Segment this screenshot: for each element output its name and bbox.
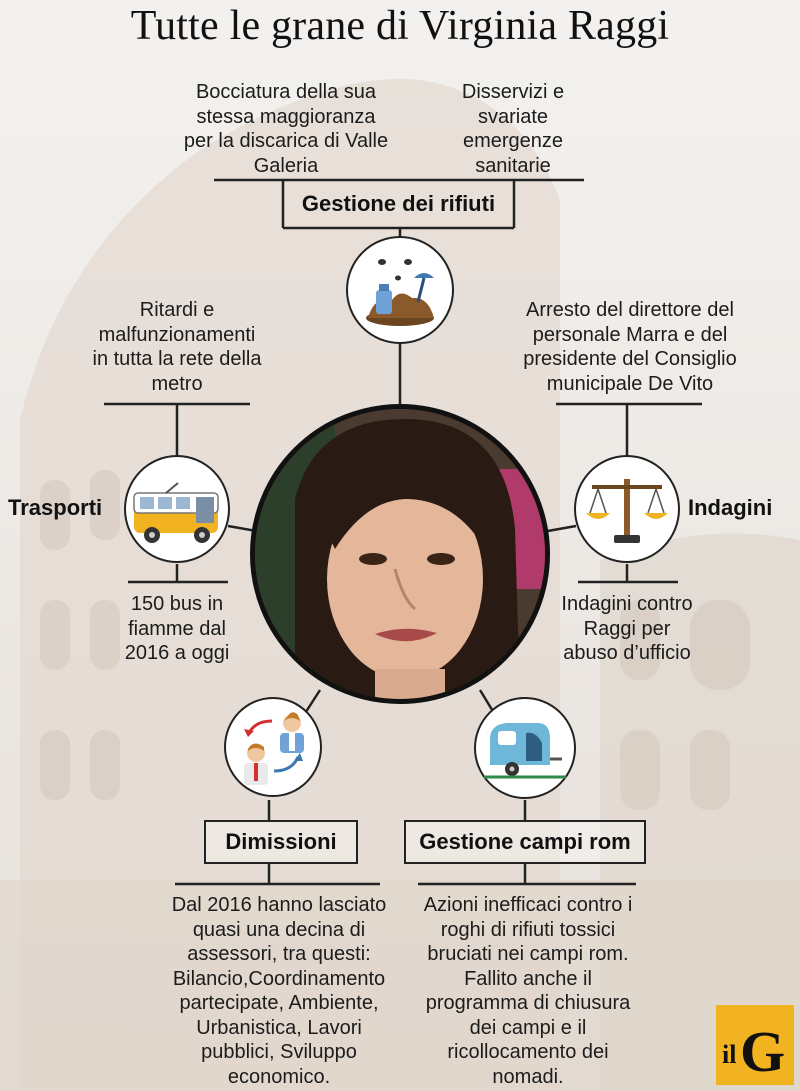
indagini-label: Indagini <box>688 495 773 520</box>
virginia-raggi-portrait <box>250 404 550 704</box>
portrait-illustration <box>255 409 545 699</box>
rifiuti-note-right: Disservizi e svariate emergenze sanitarie <box>461 81 565 177</box>
trasporti-label: Trasporti <box>8 495 103 520</box>
svg-text:G: G <box>740 1019 786 1084</box>
campi-rom-label: Gestione campi rom <box>404 820 646 864</box>
campi-rom-icon-circle <box>474 697 576 799</box>
trasporti-note-bottom: 150 bus in fiamme dal 2016 a oggi <box>124 593 230 664</box>
caravan-icon <box>476 699 574 797</box>
rifiuti-label: Gestione dei rifiuti <box>301 191 496 216</box>
campi-rom-note: Azioni inefficaci contro i roghi di rifiuti tossici bruciati nei campi rom. Fallito anche il programma di chiusura dei campi e il ricollocamento dei nomadi. <box>423 894 633 1088</box>
rifiuti-note-left: Bocciatura della sua stessa maggioranza per la discarica di Valle Galeria <box>183 81 389 177</box>
il-giornale-logo <box>716 1005 794 1085</box>
people-swap-icon <box>226 699 320 795</box>
dimissioni-note: Dal 2016 hanno lasciato quasi una decina di assessori, tra questi: Bilancio,Coordinamento partecipate, Ambiente, Urbanistica, Lavori pubblici, Sviluppo economico. <box>171 894 387 1088</box>
bus-icon <box>126 457 228 561</box>
page-title: Tutte le grane di Virginia Raggi <box>130 3 670 49</box>
indagini-icon-circle <box>574 455 680 563</box>
waste-pile-icon <box>348 238 452 342</box>
scales-icon <box>576 457 678 561</box>
indagini-note-top: Arresto del direttore del personale Marra e del presidente del Consiglio municipale De Vito <box>523 299 737 395</box>
logo-mark <box>716 1005 794 1085</box>
trasporti-icon-circle <box>124 455 230 563</box>
rifiuti-icon-circle <box>346 236 454 344</box>
indagini-note-bottom: Indagini contro Raggi per abuso d’ufficio <box>561 593 693 664</box>
trasporti-note-top: Ritardi e malfunzionamenti in tutta la rete della metro <box>92 299 262 395</box>
svg-text:il: il <box>722 1040 737 1069</box>
dimissioni-label: Dimissioni <box>204 820 358 864</box>
dimissioni-icon-circle <box>224 697 322 797</box>
